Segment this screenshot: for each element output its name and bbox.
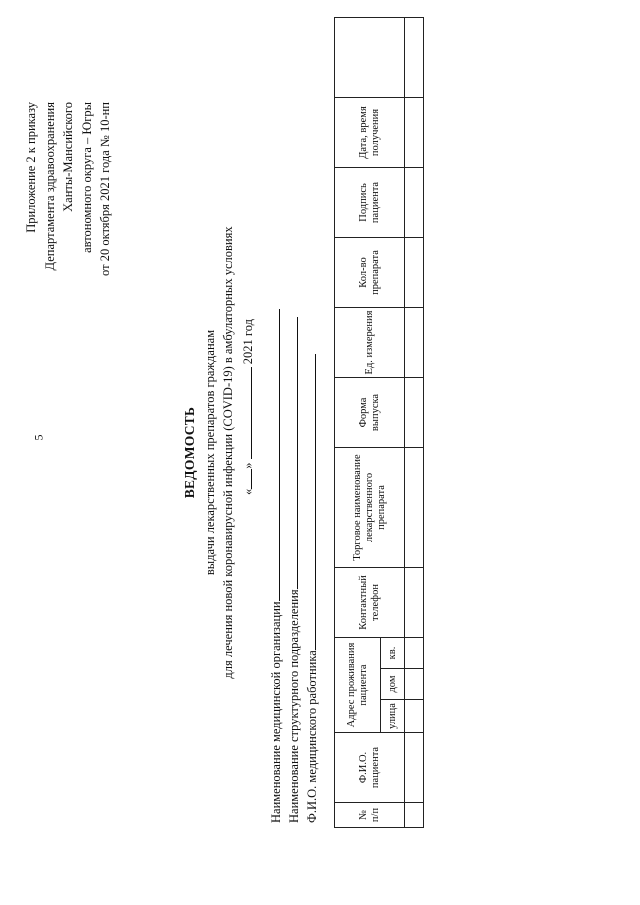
page-number: 5: [31, 434, 46, 441]
header-signature: Подпись пациента: [335, 167, 405, 237]
unit-label: Наименование структурного подразделения: [287, 589, 301, 823]
worker-blank: [304, 354, 316, 650]
table-cell: [405, 733, 424, 803]
header-unit: Ед. измерения: [335, 307, 405, 377]
table-cell: [405, 307, 424, 377]
document-subtitle: для лечения новой коронавирусной инфекции (COVID-19) в амбулаторных условиях: [221, 226, 235, 679]
date-year: 2021 год: [241, 319, 255, 365]
worker-label: Ф.И.О. медицинского работника: [305, 650, 319, 823]
table-cell: [405, 447, 424, 567]
table-cell: [405, 377, 424, 447]
document-title: ВЕДОМОСТЬ: [182, 406, 197, 499]
register-table: [334, 17, 424, 828]
appendix-line: Ханты-Мансийского: [61, 102, 76, 212]
header-house: дом: [381, 669, 405, 700]
appendix-block: [22, 102, 115, 402]
worker-field: [304, 354, 320, 823]
table-cell: [405, 167, 424, 237]
table-cell: [405, 567, 424, 637]
appendix-line: автономного округа – Югры: [79, 102, 94, 253]
document-subtitle: выдачи лекарственных препаратов гражданам: [203, 329, 217, 576]
org-label: Наименование медицинской организации: [269, 601, 283, 823]
header-empty: [335, 17, 405, 97]
appendix-line: Департамента здравоохранения: [42, 102, 57, 271]
appendix-line: Приложение 2 к приказу: [24, 102, 38, 233]
unit-blank: [286, 317, 298, 589]
date-line: [240, 319, 256, 495]
org-field: [268, 309, 284, 823]
table-cell: [405, 700, 424, 733]
header-datetime: Дата, время получения: [335, 97, 405, 167]
header-street: улица: [381, 700, 405, 733]
table-cell: [405, 803, 424, 828]
header-qty: Кол-во препарата: [335, 237, 405, 307]
table-cell: [405, 669, 424, 700]
table-cell: [405, 97, 424, 167]
header-fio: Ф.И.О. пациента: [335, 733, 405, 803]
table-cell: [405, 237, 424, 307]
header-trade-name: Торговое наименование лекарственного препарата: [335, 447, 405, 567]
header-phone: Контактный телефон: [335, 567, 405, 637]
header-num: № п/п: [335, 803, 405, 828]
header-apt: кв.: [381, 637, 405, 668]
date-open-quote: «: [241, 488, 255, 495]
month-blank: [240, 367, 252, 459]
unit-field: [286, 317, 302, 823]
date-close-quote: »: [241, 462, 255, 469]
appendix-line: от 20 октября 2021 года № 10-нп: [98, 102, 113, 276]
header-form: Форма выпуска: [335, 377, 405, 447]
table-row: [405, 17, 424, 827]
org-blank: [268, 309, 280, 601]
header-address: Адрес проживания пациента: [335, 637, 381, 732]
table-cell: [405, 17, 424, 97]
day-blank: [240, 469, 252, 489]
table-cell: [405, 637, 424, 668]
